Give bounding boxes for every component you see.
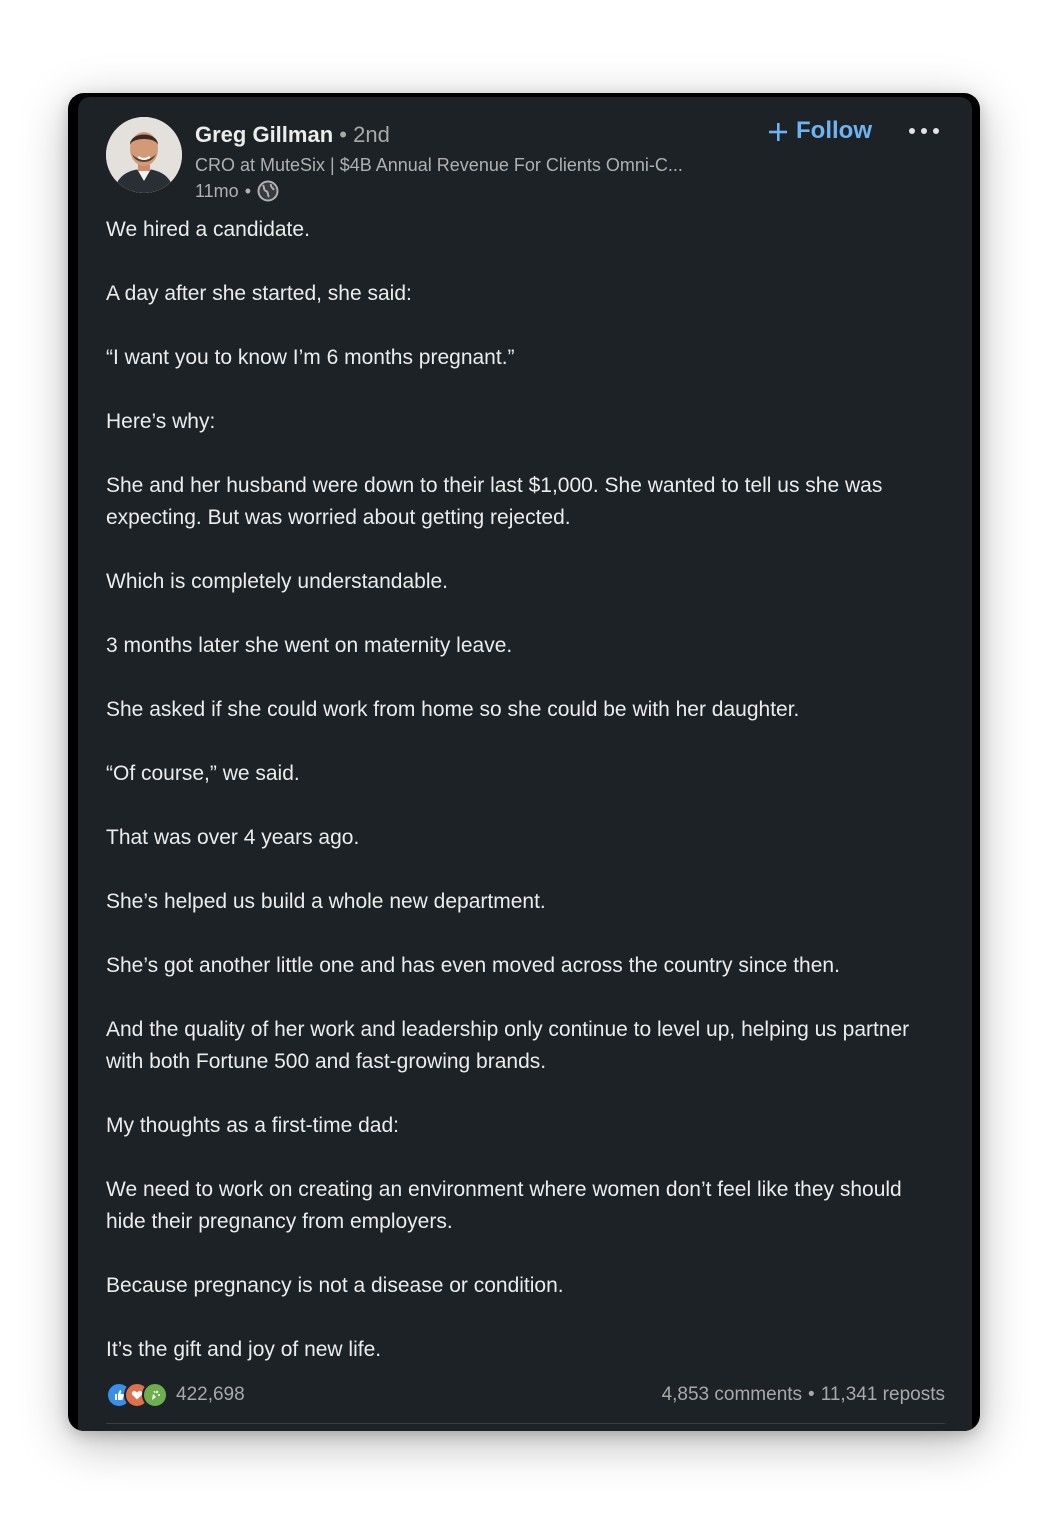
post-meta	[195, 179, 279, 203]
comments-count[interactable]: 4,853 comments	[661, 1384, 803, 1405]
post-paragraph: She’s got another little one and has even moved across the country since then.	[106, 954, 840, 977]
divider	[106, 1423, 945, 1424]
window-frame	[68, 93, 980, 1431]
post-paragraph: We need to work on creating an environment where women don’t feel like they should hide their pregnancy from employers.	[106, 1178, 902, 1233]
reactions-summary[interactable]	[106, 1382, 245, 1408]
author-name[interactable]: Greg Gillman	[195, 122, 334, 147]
post-paragraph: 3 months later she went on maternity leave.	[106, 634, 513, 657]
avatar[interactable]	[106, 117, 182, 193]
reaction-icons	[106, 1382, 170, 1408]
follow-label: Follow	[796, 117, 872, 144]
avatar-image	[106, 117, 182, 193]
post-paragraph: She’s helped us build a whole new department.	[106, 890, 546, 913]
plus-icon	[768, 117, 788, 145]
time-separator: •	[244, 181, 252, 201]
globe-icon	[257, 180, 279, 202]
more-options-icon[interactable]	[904, 119, 944, 143]
post-paragraph: And the quality of her work and leadership only continue to level up, helping us partner with both Fortune 500 and fast-growing brands.	[106, 1018, 910, 1073]
post-time: 11mo	[195, 181, 239, 201]
reposts-count[interactable]: 11,341 reposts	[820, 1384, 945, 1405]
post-paragraph: Here’s why:	[106, 410, 216, 433]
social-counts	[106, 1379, 945, 1411]
post-body	[106, 214, 936, 1398]
post-paragraph: Which is completely understandable.	[106, 570, 449, 593]
name-separator: •	[339, 122, 347, 147]
post-paragraph: A day after she started, she said:	[106, 282, 412, 305]
celebrate-icon	[142, 1382, 168, 1408]
post-paragraph: My thoughts as a first-time dad:	[106, 1114, 399, 1137]
stats-separator: •	[808, 1384, 815, 1405]
author-line	[195, 121, 390, 149]
post-card	[78, 97, 972, 1431]
post-paragraph: Because pregnancy is not a disease or condition.	[106, 1274, 564, 1297]
engagement-stats	[662, 1384, 945, 1406]
post-paragraph: “I want you to know I’m 6 months pregnant.”	[106, 346, 515, 369]
post-paragraph: She asked if she could work from home so she could be with her daughter.	[106, 698, 800, 721]
post-paragraph: We hired a candidate.	[106, 218, 310, 241]
author-headline: CRO at MuteSix | $4B Annual Revenue For Clients Omni-C...	[195, 155, 683, 175]
post-paragraph: That was over 4 years ago.	[106, 826, 360, 849]
follow-button[interactable]	[768, 115, 872, 147]
connection-degree: 2nd	[353, 122, 390, 147]
reaction-count: 422,698	[176, 1384, 245, 1405]
post-paragraph: She and her husband were down to their last $1,000. She wanted to tell us she was expecting. But was worried about getting rejected.	[106, 474, 883, 529]
post-paragraph: It’s the gift and joy of new life.	[106, 1338, 382, 1361]
post-paragraph: “Of course,” we said.	[106, 762, 300, 785]
